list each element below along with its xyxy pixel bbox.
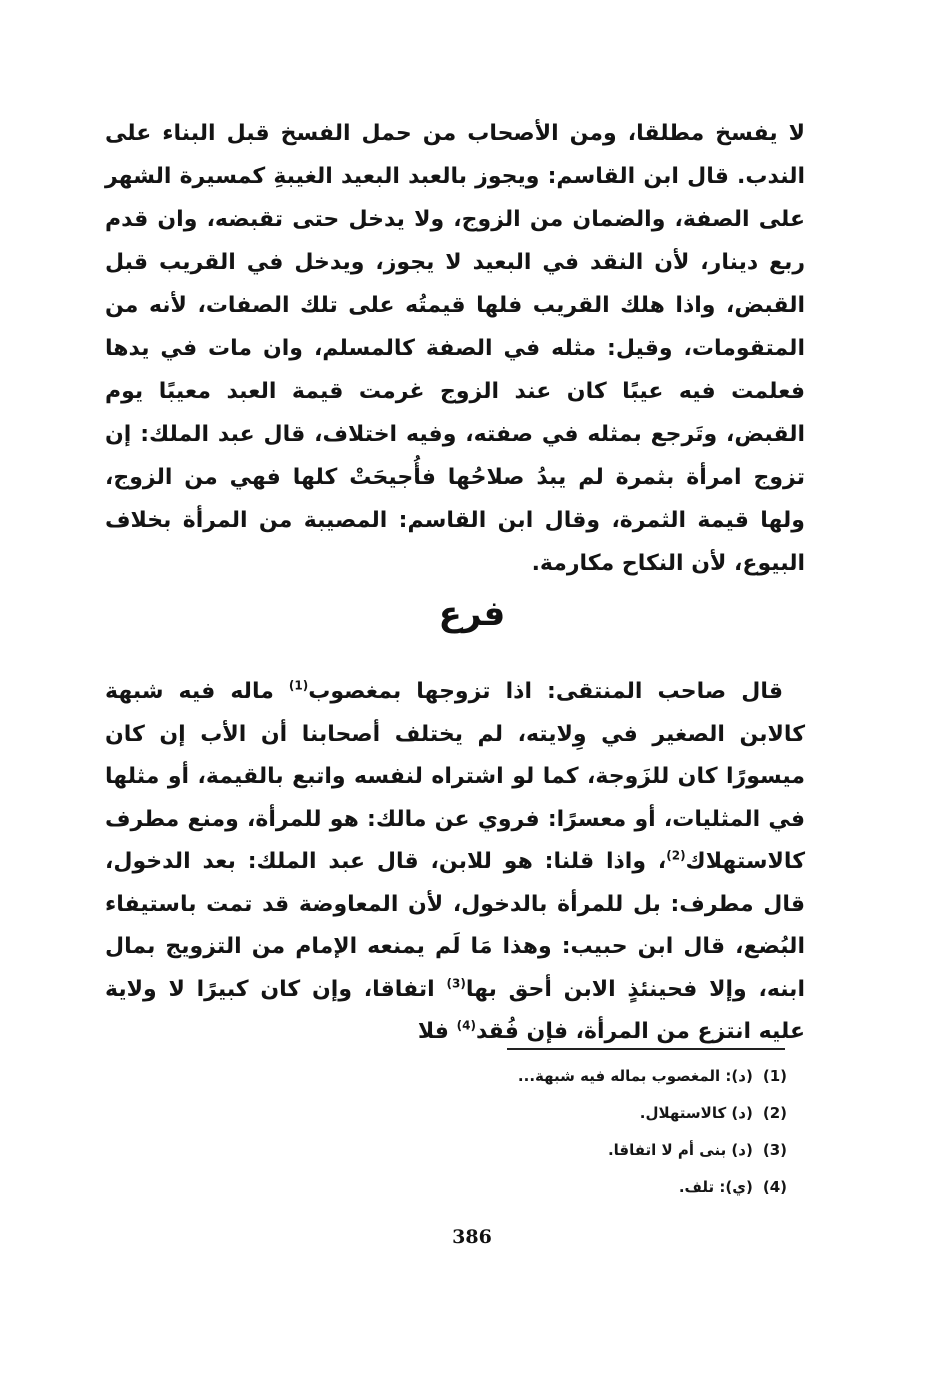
paragraph-2-segment-1: قال صاحب المنتقى: اذا تزوجها بمغصوب <box>308 679 783 704</box>
footnote-number: (4) <box>762 1178 787 1196</box>
footnotes-list <box>420 1058 787 1206</box>
footnote-ref-2: (2) <box>666 848 686 863</box>
footnote-text: (د) كالاستهلال. <box>639 1104 753 1122</box>
footnote-text: (ي): تلف. <box>678 1178 753 1196</box>
footnote-ref-4: (4) <box>456 1018 476 1033</box>
footnote-ref-3: (3) <box>446 976 466 991</box>
paragraph-2-segment-4: اتفاقا، وإن كان كبيرًا لا ولاية عليه انتزع من المرأة، فإن فُقد <box>105 976 805 1044</box>
footnote-number: (2) <box>762 1104 787 1122</box>
footnote-text: (د) بنى أم لا اتفاقا. <box>607 1141 753 1159</box>
footnote-item <box>420 1132 787 1169</box>
footnote-number: (3) <box>762 1141 787 1159</box>
footnote-ref-1: (1) <box>288 678 309 693</box>
footnote-item <box>420 1058 787 1095</box>
paragraph-2-segment-5: فلا <box>417 1019 457 1044</box>
footnote-number: (1) <box>762 1067 787 1085</box>
footnote-divider <box>507 1048 785 1050</box>
footnote-text: (د): المغصوب بماله فيه شبهة... <box>517 1067 753 1085</box>
footnote-item <box>420 1095 787 1132</box>
paragraph-1: لا يفسخ مطلقا، ومن الأصحاب من حمل الفسخ قبل البناء على الندب. قال ابن القاسم: ويجوز بالعبد البعيد الغيبةِ كمسيرة الشهر على الصفة، والضمان من الزوج، ولا يدخل حتى تقبضه، وان قدم ربع دينار، لأن النقد في البعيد لا يجوز، ويدخل في القريب قبل القبض، واذا هلك القريب فلها قيمتُه على تلك الصفات، لأنه من المتقومات، وقيل: مثله في الصفة كالمسلم، وان مات في يدها فعلمت فيه عيبًا كان عند الزوج غرمت قيمة العبد معيبًا يوم القبض، وتَرجع بمثله في صفته، وفيه اختلاف، قال عبد الملك: إن تزوج امرأة بثمرة لم يبدُ صلاحُها فأُجيحَتْ كلها فهي من الزوج، ولها قيمة الثمرة، وقال ابن القاسم: المصيبة من المرأة بخلاف البيوع، لأن النكاح مكارمة. <box>105 121 805 576</box>
paragraph-2-segment-3: ، واذا قلنا: هو للابن، قال عبد الملك: بعد الدخول، قال مطرف: بل للمرأة بالدخول، لأن المعاوضة قد تمت باستيفاء البُضع، قال ابن حبيب: وهذا مَا لَم يمنعه الإمام من التزويج بمال ابنه، وإلا فحينئذٍ الابن أحق بها <box>105 849 805 1002</box>
paragraph-2-segment-2: ماله فيه شبهة كالابن الصغير في وِلايته، لم يختلف أصحابنا أن الأب إن كان ميسورًا كان للزَوجة، كما لو اشتراه لنفسه واتبع بالقيمة، أو مثلها في المثليات، أو معسرًا: فروي عن مالك: هو للمرأة، ومنع مطرف كالاستهلاك <box>105 679 805 874</box>
paragraph-2 <box>105 671 805 1054</box>
footnote-item <box>420 1169 787 1206</box>
section-heading: فرع <box>438 594 506 634</box>
page-number: 386 <box>452 1226 492 1248</box>
